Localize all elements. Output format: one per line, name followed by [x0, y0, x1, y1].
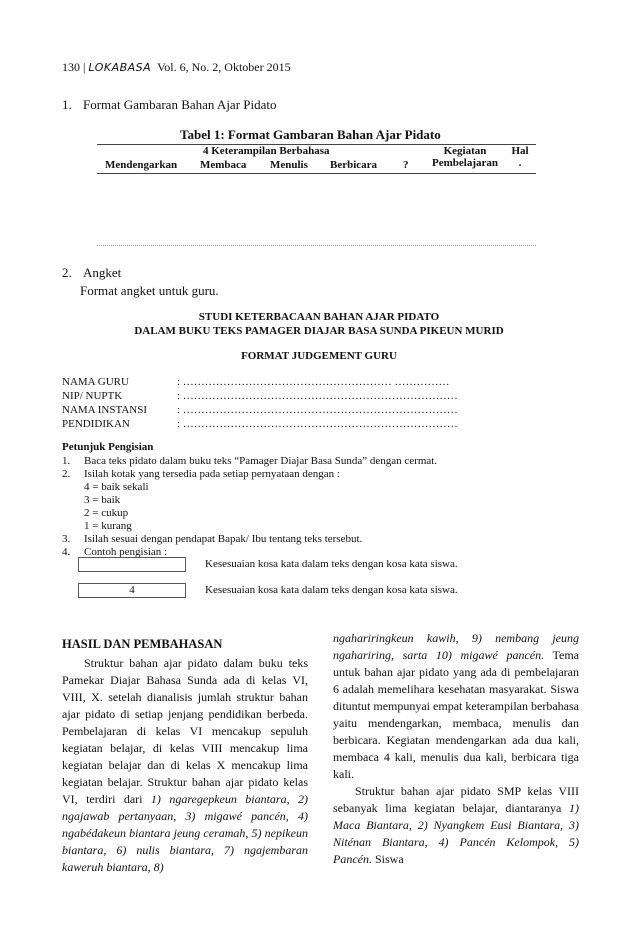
form-field-label: PENDIDIKAN [62, 418, 130, 430]
scale-item: 1 = kurang [84, 520, 132, 532]
column-header-line: . [518, 157, 522, 169]
section-number: 1. [62, 97, 72, 112]
paragraph-text: Tema untuk bahan ajar pidato yang ada di pembelajaran 6 adalah memelihara kesehatan masyarakat. Siswa dituntut mempunyai empat keterampilan berbahasa yaitu mendengarkan, membaca, menulis dan berbicara. Kegiatan mendengarkan ada dua kali, membaca 4 kali, menulis dua kali, berbicara tiga kali. [333, 648, 579, 781]
form-field-value[interactable]: : ………………………………………………………………… [177, 390, 458, 402]
section-title: Angket [83, 265, 122, 280]
section-1-heading [62, 97, 277, 113]
results-heading: HASIL DAN PEMBAHASAN [62, 637, 223, 651]
paragraph-italic-text: 1) Maca Biantara, 2) Nyangkem Eusi Biantara, 3) Niténan Biantara, 4) Pancén Kelompok, 5) Pancén. [333, 801, 579, 866]
results-right-column [333, 630, 579, 868]
section-2-heading [62, 265, 121, 281]
table-title: Tabel 1: Format Gambaran Bahan Ajar Pidato [180, 127, 441, 142]
form-field-label: NAMA INSTANSI [62, 404, 147, 416]
table-bottom-rule [97, 245, 536, 246]
column-header-line: Kegiatan [443, 145, 487, 157]
results-paragraph [333, 630, 579, 783]
column-header: Berbicara [330, 159, 378, 171]
running-header [62, 60, 291, 75]
form-field-label: NIP/ NUPTK [62, 390, 123, 402]
paragraph-text: Struktur bahan ajar pidato dalam buku teks Pamekar Diajar Bahasa Sunda ada di kelas VI, VIII, X. setelah dianalisis jumlah struktur bahan ajar pidato di setiap jenjang pendidikan berbeda. Pembelajaran di kelas VI mencakup sepuluh kegiatan belajar, di kelas VIII mencakup lima kegiatan belajar dan di kelas X mencakup lima kegiatan belajar. Struktur bahan ajar pidato kelas VI, terdiri dari [62, 656, 308, 806]
form-title-1: STUDI KETERBACAAN BAHAN AJAR PIDATO [198, 311, 440, 323]
example-statement: Kesesuaian kosa kata dalam teks dengan kosa kata siswa. [205, 558, 458, 570]
form-field-value[interactable]: : ………………………………………………………………… [177, 418, 458, 430]
column-header: Menulis [270, 159, 308, 171]
column-header-line: Pembelajaran [432, 157, 498, 169]
results-left-column [62, 636, 308, 876]
section-subtitle: Format angket untuk guru. [80, 283, 219, 298]
paragraph-italic-text: ngahariringkeun kawih, 9) nembang jeung ngahariring, sarta 10) migawé pancén. [333, 631, 579, 662]
step-text: Isilah sesuai dengan pendapat Bapak/ Ibu tentang teks tersebut. [84, 533, 363, 545]
paragraph-italic-text: 1) ngaregepkeun biantara, 2) ngajawab pertanyaan, 3) migawé pancén, 4) ngabédakeun biantara jeung ceramah, 5) nepikeun biantara, 6) nulis biantara, 7) ngajembaran kaweruh biantara, 8) [62, 792, 309, 874]
column-header-hal [508, 145, 532, 169]
page-number: 130 [62, 60, 80, 74]
table-header-rule [97, 173, 536, 174]
step-text: Isilah kotak yang tersedia pada setiap pernyataan dengan : [84, 468, 340, 480]
example-score-box-filled[interactable]: 4 [78, 583, 186, 598]
example-statement: Kesesuaian kosa kata dalam teks dengan kosa kata siswa. [205, 584, 458, 596]
column-header: Membaca [200, 159, 247, 171]
example-score-box-empty[interactable] [78, 557, 186, 572]
section-number: 2. [62, 265, 72, 280]
paragraph-text: Siswa [374, 852, 404, 866]
scale-item: 3 = baik [84, 494, 121, 506]
step-number: 4. [62, 546, 71, 558]
form-field-value[interactable]: : ………………………………………………………………… [177, 404, 458, 416]
step-number: 3. [62, 533, 71, 545]
header-separator: | [83, 60, 86, 74]
step-text: Contoh pengisian : [84, 546, 168, 558]
step-number: 1. [62, 455, 71, 467]
column-header-line: Hal [511, 145, 529, 157]
step-text: Baca teks pidato dalam buku teks “Pamager Diajar Basa Sunda” dengan cermat. [84, 455, 438, 467]
form-field-value[interactable]: : ………………………………………………… …………… [177, 376, 450, 388]
section-title: Format Gambaran Bahan Ajar Pidato [83, 97, 277, 112]
table-group-header: 4 Keterampilan Berbahasa [203, 145, 330, 157]
journal-name: LOKABASA [88, 61, 152, 74]
column-header: ? [403, 159, 409, 171]
scale-item: 2 = cukup [84, 507, 129, 519]
results-paragraph [62, 655, 308, 876]
form-field-label: NAMA GURU [62, 376, 129, 388]
form-title-3: FORMAT JUDGEMENT GURU [241, 350, 397, 362]
column-header: Mendengarkan [105, 159, 178, 171]
paragraph-text: Struktur bahan ajar pidato SMP kelas VIII sebanyak lima kegiatan belajar, diantaranya [333, 784, 579, 815]
instructions-heading: Petunjuk Pengisian [62, 441, 154, 453]
issue-info: Vol. 6, No. 2, Oktober 2015 [157, 60, 291, 74]
scale-item: 4 = baik sekali [84, 481, 149, 493]
step-number: 2. [62, 468, 71, 480]
results-paragraph [333, 783, 579, 868]
form-title-2: DALAM BUKU TEKS PAMAGER DIAJAR BASA SUNDA PIKEUN MURID [134, 325, 504, 337]
column-header-kegiatan [428, 145, 502, 169]
